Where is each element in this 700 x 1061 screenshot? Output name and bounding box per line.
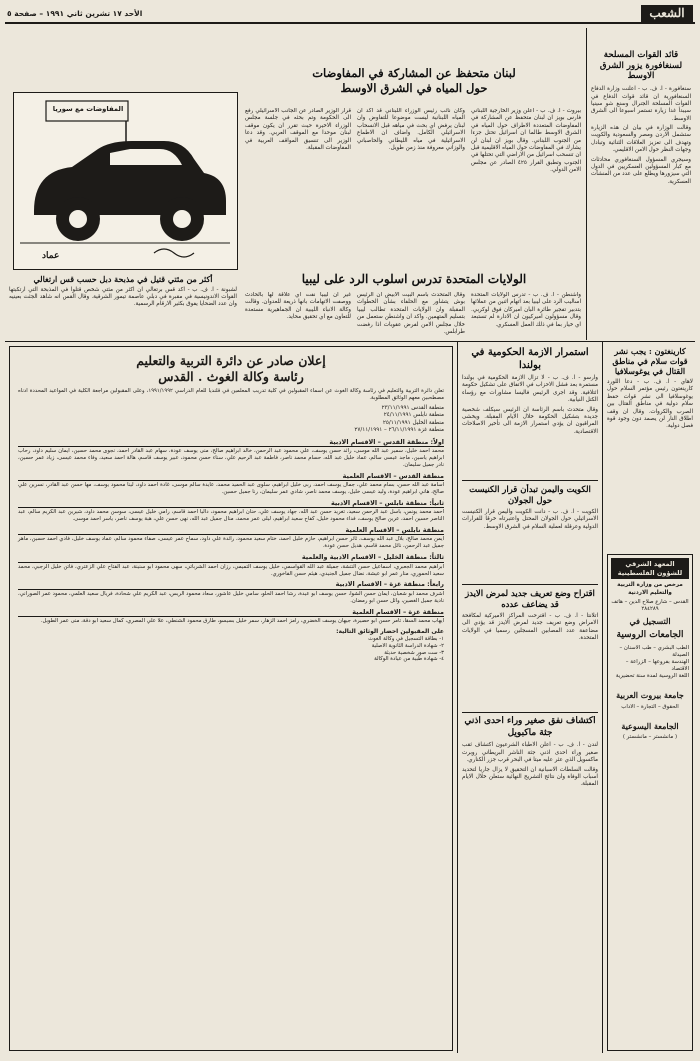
unrwa-announcement	[9, 346, 453, 1051]
story-headline: أكثر من مئتي قتيل في مذبحة دبل حسب قس ارتغالي	[33, 274, 213, 284]
story-headline: الكويت واليمن تبدأن قرار الكنيست حول الجولان	[469, 484, 591, 505]
column-rule	[586, 28, 587, 340]
courses-list	[611, 645, 689, 681]
requirement-item: ٤- شهادة طبية من عيادة الوكالة	[374, 656, 444, 663]
section-rule	[462, 480, 598, 481]
announcement-intro: تعلن دائرة التربية والتعليم في رئاسة وكالة الغوث عن اسماء المقبولين في كلية تدريب المعلمين في قلنديا للعام الدراسي ١٩٩١/١٩٩٢، وعلى المقبولين مراجعة الكلية في المواعيد المحددة ادناه مصطحبين معهم الوثائق المطلوبة.	[18, 388, 445, 402]
institute-advertisement	[607, 554, 693, 1051]
story-lebanon-col: قرار الوزير الصادر عن الجانب الاسرائيلي رفع الى الحكومة وتم بحثه في جلسة مجلس الوزراء الاخيرة حيث تقرر ان يكون موقف لبنان موحدا مع الموقف العربي. وقد دعا الوزير الى تنسيق المواقف العربية في المفاوضات المقبلة.	[245, 108, 351, 151]
story-body: وارسو - ا. ف. ب - لا تزال الازمة الحكومية في بولندا مستمرة بعد فشل الاحزاب في الاتفاق على تشكيل حكومة ائتلافية. وقد اجرى الرئيس فاليسا مشاورات مع رؤساء الكتل النيابية. وقال متحدث باسم الرئاسة ان الرئيس سيكلف شخصية جديدة بتشكيل الحكومة خلال الايام المقبلة. ويخشى المراقبون ان يؤدي استمرار الازمة الى تأخير الاصلاحات الاقتصادية.	[462, 375, 598, 435]
section-rule	[462, 712, 598, 713]
newspaper-logo: الشعب	[641, 5, 693, 22]
section-names: ابراهيم محمد الجعبري، اسماعيل حسن النتشة، جميلة عبد الله القواسمي، خليل يوسف التميمي، رزان احمد الشرباتي، سهى محمود ابو سنينة، عبد الفتاح علي الزعتري، فاتن خليل الرجبي، محمد سعيد الحموري، منار عمر ابو عيشة، نضال جميل الجنيدي، هيثم حسن الفاخوري.	[18, 563, 444, 577]
section-names: اسامة عبد الله حسن، بسام محمد علي، جمال يوسف احمد، ربى خليل ابراهيم، سلوى عبد الحميد محمد، عايدة سالم موسى، غادة احمد داود، لينا محمود يوسف، مها حسن عبد القادر، نسرين علي صالح، هاني ابراهيم عودة، وليد عيسى خليل، يوسف محمد ناصر، شادي عمر سليمان، رنا جميل حسين.	[18, 482, 444, 495]
cartoon-caption: المفاوضات مع سوريا	[52, 105, 124, 113]
story-body: لشبونة - ا. ف. ب - اكد قس برتغالي ان اكثر من مئتي شخص قتلوا في المذبحة التي ارتكبتها القوات الاندونيسية في مقبرة في دبلي عاصمة تيمور الشرقية. وقال القس انه شاهد الجثث بعينيه وان عدد الضحايا يفوق بكثير الارقام الرسمية.	[9, 286, 237, 308]
requirements-title: على المقبولين احضار الوثائق التالية:	[336, 627, 444, 635]
story-libya-headline-wrap	[245, 272, 583, 290]
section-names: اشرف محمد ابو شعبان، ايمان حسن الشوا، حسن يوسف ابو عيدة، رشا احمد الحلو، سامي خليل عاشور، سعاد محمود الريس، عبد الكريم علي شحادة، فريال سعيد العلمي، محمود عمر الصوراني، نادية جميل الغصين، وائل حسن ابو رمضان.	[18, 590, 444, 604]
story-headline: قائد القوات المسلحة لسنغافورة يزور الشرق الاوسط	[599, 50, 683, 82]
story-lebanon-headline	[245, 66, 583, 106]
masthead	[5, 4, 695, 24]
story-libya-col: غير ان ليبيا نفت اي علاقة لها بالحادث ووصفت الاتهامات بانها ذريعة للعدوان. وقالت وكالة الانباء الليبية ان الجماهيرية مستعدة للتعاون مع اي تحقيق محايد.	[245, 292, 351, 321]
editorial-cartoon	[13, 92, 238, 270]
announcement-title-1: إعلان صادر عن دائرة التربية والتعليم	[136, 353, 326, 368]
requirement-item: ٢- شهادة الدراسة الثانوية الاصلية	[371, 642, 444, 649]
headline-line-2: حول المياه في الشرق الاوسط	[340, 80, 488, 95]
car-cartoon-drawing	[14, 93, 237, 269]
headline-line-1: لبنان متحفظ عن المشاركة في المفاوضات	[312, 66, 516, 80]
section-title: منطقة القدس – الاقسام العلمية	[18, 472, 444, 481]
section-names: محمد احمد خليل، سمير عبد الله موسى، رائد حسن يوسف، علي محمود عبد الرحمن، خالد ابراهيم صالح، منى يوسف عودة، سهام عبد القادر احمد، نجوى محمد حسين، ايمان سليم داود، رحاب ابراهيم ياسين، ماجد عيسى سالم، عماد خليل عبد الله، حسام محمد ناصر، فاطمة عبد الرحيم علي، سناء حسن محمود، عبير يوسف قاسم، هالة احمد سعيد، وفاء محمد عيسى، زياد عمر حسين، نادر جميل سليمان.	[18, 447, 444, 468]
course-item: اللغة الروسية لمدة سنة تحضيرية	[615, 673, 689, 680]
requirement-item: ١- بطاقة التسجيل في وكالة الغوث	[368, 635, 444, 642]
date-line: الأحد ١٧ تشرين ثاني ١٩٩١ – صفحة ٥	[7, 9, 143, 18]
section-names: ايمن محمد صالح، بلال عبد الله يوسف، ثائر حسن ابراهيم، حازم خليل احمد، ختام سعيد محمود، رائدة علي داود، سماح عمر عيسى، صفاء محمود سالم، عماد يوسف خليل، فادي احمد حسين، ماهر جميل عبد الرحمن، نائل محمد قاسم، هديل حسن عودة.	[18, 536, 444, 550]
courses-title: الجامعات الروسية	[616, 629, 684, 640]
section-title: اولاً: منطقة القدس – الاقسام الادبية	[18, 438, 444, 447]
announcement-dates	[18, 405, 444, 435]
column-rule	[457, 342, 458, 1053]
requirement-item: ٣- ست صور شخصية حديثة	[384, 649, 444, 656]
section-title: منطقة غزة – الاقسام العلمية	[18, 608, 444, 617]
section-title: ثانياً: منطقة نابلس – الاقسام الادبية	[18, 499, 444, 508]
story-kuwait	[462, 484, 598, 580]
institute-license: مرخص من وزارة التربية والتعليم الاردنية	[617, 582, 683, 596]
date-item: منطقة القدس ٢٣/١١/١٩٩١	[381, 405, 444, 411]
section-names: احمد محمد يونس، باسل عبد الرحمن سعيد، تغريد حسن عبد الله، جهاد يوسف علي، حنان ابراهيم محمود، داليا احمد قاسم، رامي خليل عيسى، سوسن محمد داود، شيرين عبد الكريم سالم، عبد الناصر حسين احمد، عرين صالح يوسف، فداء محمود خليل، كفاح سعيد ابراهيم، ليلى عمر محمد، منال جميل عبد الله، نهى حسن علي، هبة يوسف ناصر، ياسر احمد موسى.	[18, 509, 444, 523]
story-body: لندن - ا. ف. ب - اعلن الاطباء الشرعيون اكتشاف ثقب صغير وراء احدى اذني جثة الناشر البريطاني روبرت ماكسويل الذي عثر عليه ميتا في البحر قرب جزر الكناري. وقالت السلطات الاسبانية ان التحقيق لا يزال جاريا لتحديد اسباب الوفاة وان نتائج التشريح النهائية ستعلن خلال الايام المقبلة.	[462, 742, 598, 788]
column-rule	[602, 342, 603, 1053]
section-names: ايهاب محمد السقا، تامر حسن ابو حصيرة، جيهان يوسف الخضري، رامز احمد الزهار، سمر خليل بسيسو، طارق محمود الشنطي، علا علي المصري، كمال سعيد ابو دقة، منى عمر الطويل.	[40, 618, 444, 625]
story-body: سنغافورة - ا. ف. ب - اعلنت وزارة الدفاع السنغافورية ان قائد قوات الدفاع في القوات المسلحة الجنرال وسنغ شو سينيا سيبدأ غدا زيارة تستمر اسبوعا الى الشرق الاوسط. وقالت الوزارة في بيان ان هذه الزيارة ستشمل الاردن ومصر والسعودية والكويت وتهدف الى تعزيز العلاقات الثنائية وتبادل وجهات النظر حول الامن الاقليمي. وسيجري المسؤول السنغافوري محادثات مع كبار المسؤولين العسكريين في الدول التي سيزورها ويطلع على عدد من المنشآت العسكرية.	[591, 86, 691, 185]
story-lebanon-col: وكان نائب رئيس الوزراء اللبناني قد اكد ان المياه اللبنانية ليست موضوعا للتفاوض وان لبنان يرفض اي بحث في مياهه قبل الانسحاب الاسرائيلي الكامل. واضاف ان الاطماع الاسرائيلية في مياه الليطاني والحاصباني والوزاني معروفة منذ زمن طويل.	[357, 108, 465, 151]
university-2-sub: ( مانشستر – مانشستر )	[622, 734, 678, 741]
university-1-sub: الحقوق – التجارة – الاداب	[621, 703, 679, 710]
story-body: الكويت - ا. ف. ب - دانت الكويت واليمن قرار الكنيست الاسرائيلي حول الجولان المحتل واعتبرتاه خرقا للقرارات الدولية وعرقلة لعملية السلام في الشرق الاوسط.	[462, 508, 598, 530]
story-headline: اقتراح وضع تعريف جديد لمرض الايدز قد يضاعف عدده	[465, 588, 595, 609]
university-2: الجامعة اليسوعية	[621, 720, 679, 731]
story-belgium	[462, 346, 598, 476]
requirements-list	[18, 636, 444, 664]
institute-name: المعهد الشرقي للشؤون الفلسطينية	[611, 558, 689, 579]
university-1: جامعة بيروت العربية	[616, 690, 684, 701]
date-item: منطقة غزة ٢٦/١١/١٩٩١ – ٢٧/١١/١٩٩١	[354, 427, 444, 434]
section-rule	[5, 341, 695, 342]
institute-address: القدس – شارع صلاح الدين – هاتف ٢٨٤٢٨٩	[611, 598, 689, 613]
story-body: لاهاي - ا. ف. ب - دعا اللورد كارينغتون رئيس مؤتمر السلام حول يوغوسلافيا الى نشر قوات حفظ سلام دولية في مناطق القتال بين الصرب والكروات. وقال ان وقف اطلاق النار لن يصمد دون وجود قوة فصل دولية.	[607, 379, 693, 430]
story-tunnel	[462, 716, 598, 916]
story-headline: استمرار الازمة الحكومية في بولندا	[471, 347, 589, 371]
story-proposal	[462, 588, 598, 708]
announcement-title-2: رئاسة وكالة الغوث . القدس	[158, 368, 304, 384]
story-body: اتلانتا - ا. ف. ب - اقترحت المراكز الاميركية لمكافحة الامراض وضع تعريف جديد لمرض الايدز قد يؤدي الى مضاعفة عدد المصابين المسجلين رسميا في الولايات المتحدة.	[462, 612, 598, 641]
date-item: منطقة الخليل ٢٥/١١/١٩٩١	[382, 419, 444, 426]
story-lebanon-col: بيروت - ا. ف. ب - اعلن وزير الخارجية اللبناني فارس بويز ان لبنان متحفظ عن المشاركة في المفاوضات المتعددة الاطراف حول المياه في الشرق الاوسط طالما ان اسرائيل تحتل جزءا من الجنوب اللبناني. وقال بويز ان لبنان لن يشارك في المفاوضات حول المياه الاقليمية قبل ان تنسحب اسرائيل من الاراضي التي تحتلها في الجنوب وتطبق القرار ٤٢٥ الصادر عن مجلس الامن الدولي.	[471, 108, 581, 173]
cartoonist-signature: عماد	[42, 251, 60, 261]
story-headline: الولايات المتحدة تدرس اسلوب الرد على ليبيا	[301, 272, 527, 286]
story-side-mid	[607, 346, 693, 546]
section-title: منطقة نابلس – الاقسام العلمية	[18, 526, 444, 535]
newspaper-page	[5, 4, 695, 1057]
register-label: التسجيل في	[629, 616, 671, 627]
story-headline: اكتشاف نفق صغير وراء احدى اذني جثة ماكبويل	[464, 716, 596, 738]
date-item: منطقة نابلس ٢٤/١١/١٩٩١	[383, 412, 444, 419]
course-item: الهندسة بفروعها – الزراعة – الاقتصاد	[625, 658, 689, 672]
story-singapore	[591, 50, 691, 338]
story-libya-col: واشنطن - ا. ف. ب - تدرس الولايات المتحدة اساليب الرد على ليبيا بعد اتهام اثنين من عملائها بتدبير تفجير طائرة البان اميركان فوق لوكربي. وقال مسؤولون اميركيون ان الادارة لم تستبعد اي خيار بما في ذلك العمل العسكري.	[471, 292, 581, 328]
section-rule	[462, 584, 598, 585]
course-item: الطب البشري – طب الاسنان – الصيدلة	[619, 644, 689, 658]
story-headline: كارينغتون : يجب نشر قوات سلام في مناطق القتال في يوغوسلافيا	[612, 346, 688, 376]
section-title: رابعاً: منطقة غزة – الاقسام الادبية	[18, 580, 444, 589]
story-libya-col: وقال المتحدث باسم البيت الابيض ان الرئيس بوش يتشاور مع الحلفاء بشأن الخطوات المقبلة وان الولايات المتحدة تطالب ليبيا بتسليم المتهمين. واكد ان واشنطن ستعمل من خلال مجلس الامن لفرض عقوبات اذا رفضت طرابلس.	[357, 292, 465, 335]
story-side-top	[9, 274, 237, 338]
section-title: ثالثاً: منطقة الخليل – الاقسام الادبية والعلمية	[18, 553, 444, 562]
